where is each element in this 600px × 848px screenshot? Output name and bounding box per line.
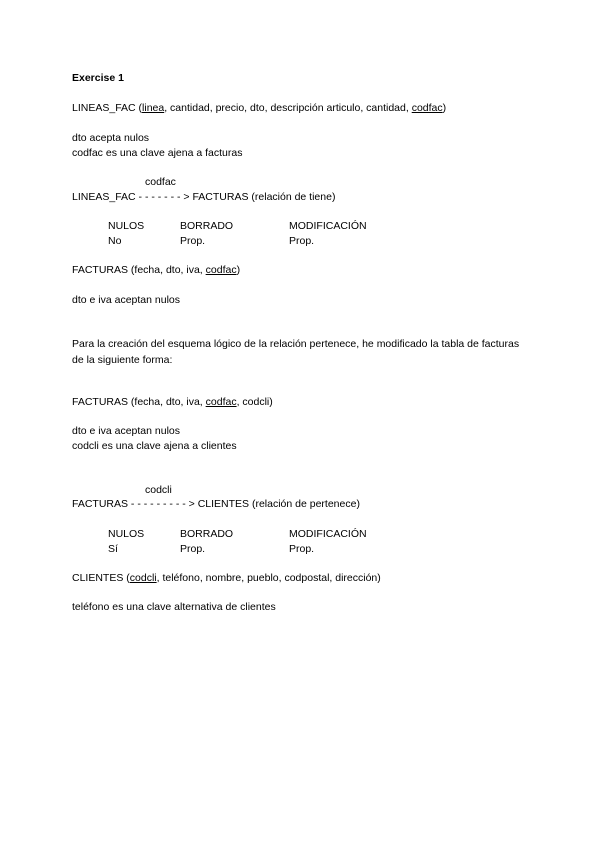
clientes-schema xyxy=(72,572,381,585)
schema-prefix: FACTURAS (fecha, dto, iva, xyxy=(72,264,206,276)
exercise-title: Exercise 1 xyxy=(72,72,124,84)
schema-suffix: ) xyxy=(236,264,241,276)
primary-key-codcli: codcli xyxy=(129,572,157,584)
schema-suffix: ) xyxy=(442,102,447,114)
relation1-value-borrado: Prop. xyxy=(180,235,206,247)
relation1-value-modificacion: Prop. xyxy=(289,235,315,247)
primary-key-codfac: codfac xyxy=(411,102,443,114)
relation1-header-nulos: NULOS xyxy=(108,220,145,232)
primary-key-codfac: codfac xyxy=(205,396,237,408)
relation1-header-borrado: BORRADO xyxy=(180,220,234,232)
facturas-schema-2 xyxy=(72,396,273,409)
primary-key-codfac: codfac xyxy=(205,264,237,276)
schema-suffix: , teléfono, nombre, pueblo, codpostal, dirección) xyxy=(156,572,381,584)
facturas-schema-1 xyxy=(72,264,240,277)
schema-prefix: FACTURAS (fecha, dto, iva, xyxy=(72,396,206,408)
schema-attributes: , cantidad, precio, dto, descripción articulo, cantidad, xyxy=(164,102,412,114)
relation2-value-borrado: Prop. xyxy=(180,543,206,555)
explanation-paragraph: Para la creación del esquema lógico de la relación pertenece, he modificado la tabla de facturas de la siguiente forma: xyxy=(72,338,520,366)
relation2-header-modificacion: MODIFICACIÓN xyxy=(289,528,367,540)
note-dto-nulls: dto acepta nulos xyxy=(72,132,150,144)
relation1-header-modificacion: MODIFICACIÓN xyxy=(289,220,367,232)
note-dto-iva-nulls-2: dto e iva aceptan nulos xyxy=(72,425,180,437)
note-dto-iva-nulls: dto e iva aceptan nulos xyxy=(72,294,180,306)
relation2-value-nulos: Sí xyxy=(108,543,118,555)
relation1-value-nulos: No xyxy=(108,235,122,247)
relation2-fk-label: codcli xyxy=(145,484,172,496)
relation2-value-modificacion: Prop. xyxy=(289,543,315,555)
relation2-line: FACTURAS - - - - - - - - - > CLIENTES (relación de pertenece) xyxy=(72,498,360,510)
lineas-fac-schema xyxy=(72,102,446,115)
primary-key-linea: linea xyxy=(142,102,165,114)
schema-suffix: , codcli) xyxy=(236,396,273,408)
relation2-header-borrado: BORRADO xyxy=(180,528,234,540)
note-telefono-alternate-key: teléfono es una clave alternativa de clientes xyxy=(72,601,276,613)
relation1-line: LINEAS_FAC - - - - - - - > FACTURAS (relación de tiene) xyxy=(72,191,336,203)
note-codfac-foreign-key: codfac es una clave ajena a facturas xyxy=(72,147,243,159)
relation2-header-nulos: NULOS xyxy=(108,528,145,540)
schema-prefix: CLIENTES ( xyxy=(72,572,130,584)
schema-prefix: LINEAS_FAC ( xyxy=(72,102,143,114)
relation1-fk-label: codfac xyxy=(145,176,176,188)
note-codcli-foreign-key: codcli es una clave ajena a clientes xyxy=(72,440,237,452)
